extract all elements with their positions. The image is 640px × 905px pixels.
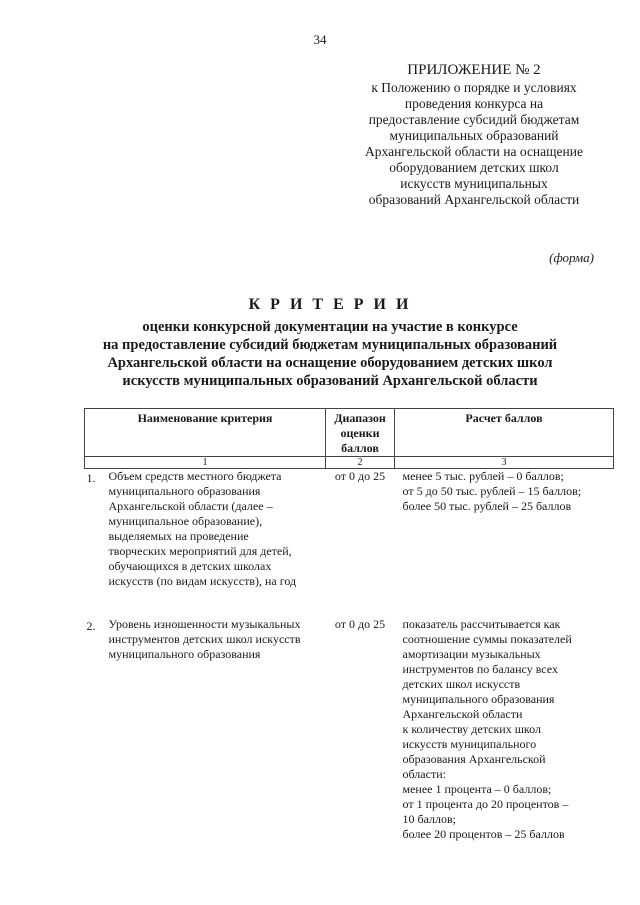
heading-subtitle [60,318,600,390]
column-number: 1 [85,457,326,469]
score-calc-line: муниципального образования [402,692,555,706]
score-calc-line: области: [402,767,446,781]
table-row [85,469,614,590]
score-calc-line: показатель рассчитывается как [402,617,561,631]
criterion-name-line: муниципального образования [108,647,261,661]
appendix-line: искусств муниципальных [400,176,548,191]
appendix-title: ПРИЛОЖЕНИЕ № 2 [407,62,541,78]
criterion-name-line: Объем средств местного бюджета [108,469,282,483]
score-calc-line: соотношение суммы показателей [402,632,572,646]
appendix-line: к Положению о порядке и условиях [371,80,577,95]
heading-line: искусств муниципальных образований Архангельской области [122,373,538,389]
heading-line: Архангельской области на оснащение оборудованием детских школ [107,355,553,371]
score-calc-line: от 5 до 50 тыс. рублей – 15 баллов; [402,484,582,498]
score-calc-line: амортизации музыкальных [402,647,541,661]
table-row [85,617,614,842]
header-criterion-name: Наименование критерия [85,409,326,457]
heading-line: на предоставление субсидий бюджетам муниципальных образований [102,337,558,353]
score-range-cell: от 0 до 25 [334,617,386,631]
score-calc-line: от 1 процента до 20 процентов – [402,797,569,811]
score-calc-cell [395,617,614,842]
row-spacer [85,589,614,617]
criterion-name-cell [85,469,326,590]
appendix-text [340,80,608,208]
score-calc-line: более 50 тыс. рублей – 25 баллов [402,499,572,513]
score-calc-line: менее 1 процента – 0 баллов; [402,782,552,796]
score-calc-cell [395,469,614,590]
criterion-name-line: Архангельской области (далее – [108,499,273,513]
criterion-name-cell [85,617,326,842]
score-calc-line: 10 баллов; [402,812,457,826]
form-label: (форма) [549,250,594,265]
criterion-name-line: муниципальное образование), [108,514,263,528]
appendix-block [340,62,608,208]
score-calc-line: образования Архангельской [402,752,546,766]
criterion-name-line: обучающихся в детских школах [108,559,272,573]
score-calc-line: искусств муниципального [402,737,537,751]
criterion-name-line: Уровень изношенности музыкальных [108,617,301,631]
page-number: 34 [313,32,327,47]
score-calc-line: детских школ искусств [402,677,521,691]
score-calc-line: Архангельской области [402,707,523,721]
appendix-line: оборудованием детских школ [389,160,559,175]
criterion-name-line: выделяемых на проведение [108,529,249,543]
score-calc-line: инструментов по балансу всех [402,662,558,676]
appendix-line: проведения конкурса на [404,96,544,111]
appendix-line: образований Архангельской области [368,192,580,207]
table-body [85,469,614,843]
column-number: 3 [395,457,614,469]
criterion-name-line: творческих мероприятий для детей, [108,544,292,558]
score-range-cell: от 0 до 25 [334,469,386,483]
appendix-line: муниципальных образований [389,128,559,143]
criterion-name-line: искусств (по видам искусств), на год [108,574,297,588]
document-heading [60,296,600,390]
column-number: 2 [326,457,395,469]
criterion-name-line: инструментов детских школ искусств [108,632,301,646]
score-calc-line: менее 5 тыс. рублей – 0 баллов; [402,469,564,483]
heading-line: оценки конкурсной документации на участие в конкурсе [142,319,518,335]
appendix-line: предоставление субсидий бюджетам [368,112,580,127]
row-spacer-cell [85,589,614,617]
score-calc-line: к количеству детских школ [402,722,541,736]
appendix-line: Архангельской области на оснащение [365,144,583,159]
criteria-table [84,408,614,842]
header-score-calc: Расчет баллов [395,409,614,457]
heading-title: К Р И Т Е Р И И [248,296,412,313]
row-number: 1. [86,471,96,485]
column-number-row [85,457,614,469]
header-score-range: Диапазон оценки баллов [326,409,395,457]
score-calc-line: более 20 процентов – 25 баллов [402,827,565,841]
row-number: 2. [86,619,96,633]
criterion-name-line: муниципального образования [108,484,261,498]
table-header-row [85,409,614,457]
